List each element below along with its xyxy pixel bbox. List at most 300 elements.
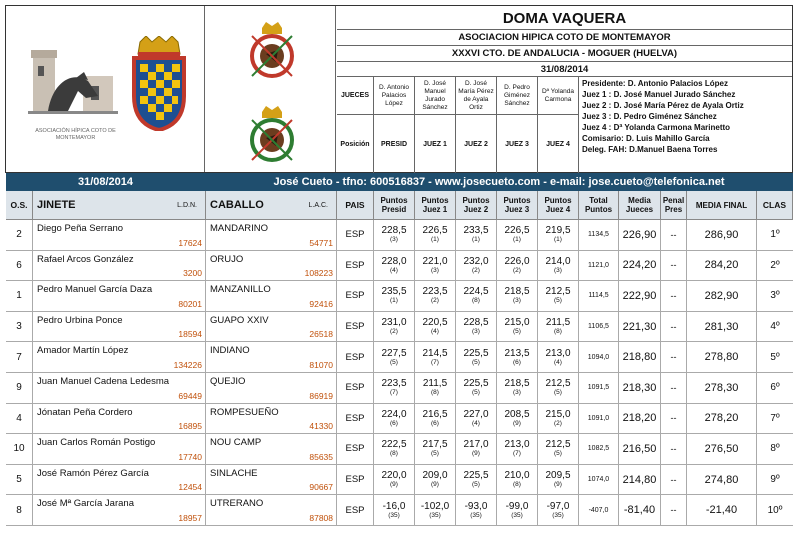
order-cell — [6, 312, 33, 342]
total-points: 1134,5 — [588, 231, 609, 239]
judge-name: D. Antonio Palacios López — [379, 83, 409, 107]
final-average: 278,30 — [704, 381, 739, 394]
judges-average: 218,80 — [622, 351, 657, 364]
column-header-final — [687, 191, 757, 220]
judge-score-cell — [415, 465, 456, 495]
start-order: 3 — [16, 321, 22, 333]
penal-cell — [661, 434, 687, 464]
judge-score: 209,5 — [545, 470, 571, 482]
judge-rank: (1) — [513, 236, 521, 244]
judge-score: -99,0 — [505, 500, 529, 512]
judge-rank: (9) — [390, 481, 398, 489]
horse-name: ORUJO — [210, 253, 244, 265]
judge-rank: (5) — [472, 481, 480, 489]
judge-score-cell — [374, 220, 415, 250]
penalty: -- — [670, 352, 677, 363]
official-line: Presidente: D. Antonio Palacios López — [582, 79, 728, 88]
judge-score: 213,0 — [545, 347, 571, 359]
horse-license: 90667 — [309, 482, 333, 493]
judge-position: JUEZ 2 — [456, 115, 497, 173]
judges-average: 221,30 — [622, 320, 657, 333]
final-cell — [687, 404, 757, 434]
horse-license: 41330 — [309, 421, 333, 432]
judge-score-cell — [456, 465, 497, 495]
judge-rank: (5) — [431, 450, 439, 458]
judge-score: 219,5 — [545, 225, 571, 237]
judge-rank: (5) — [472, 389, 480, 397]
judge-rank: (6) — [431, 419, 439, 427]
judge-rank: (7) — [431, 358, 439, 366]
judge-score-cell — [538, 220, 579, 250]
rider-name: Pedro Urbina Ponce — [37, 314, 123, 326]
rider-name: Amador Martín López — [37, 345, 129, 357]
classification: 6º — [770, 382, 780, 394]
final-cell — [687, 251, 757, 281]
final-average: 278,80 — [704, 351, 739, 364]
column-header-label: JINETE — [37, 198, 76, 211]
judge-score: 232,0 — [463, 255, 489, 267]
judge-score: 226,0 — [504, 255, 530, 267]
judge-rank: (3) — [431, 266, 439, 274]
officials-list — [579, 78, 791, 172]
total-cell — [579, 312, 619, 342]
country-cell — [337, 281, 374, 311]
judge-score-cell — [538, 404, 579, 434]
horse-cell — [206, 373, 337, 403]
column-header-sub: L.A.C. — [308, 201, 328, 209]
judge-rank: (6) — [513, 358, 521, 366]
judge-rank: (2) — [390, 328, 398, 336]
media-cell — [619, 251, 661, 281]
horse-name: QUEJIO — [210, 376, 246, 387]
judge-score-cell — [456, 342, 497, 372]
media-cell — [619, 342, 661, 372]
judge-name-cell — [497, 77, 538, 115]
rider-cell — [33, 312, 206, 342]
judge-score-cell — [456, 281, 497, 311]
start-order: 8 — [16, 504, 22, 516]
bar-date: 31/08/2014 — [77, 176, 134, 188]
horse-license: 81070 — [309, 359, 333, 370]
judge-rank: (4) — [431, 328, 439, 336]
country-cell — [337, 342, 374, 372]
clas-cell — [757, 373, 793, 403]
start-order: 7 — [16, 351, 22, 363]
event-date: 31/08/2014 — [337, 62, 792, 77]
table-row — [6, 220, 793, 251]
rider-license: 3200 — [183, 268, 202, 279]
rider-license: 16895 — [178, 421, 202, 432]
penalty: -- — [670, 413, 677, 424]
column-header-label: Total Puntos — [584, 196, 613, 214]
judge-rank: (6) — [390, 419, 398, 427]
classification: 5º — [770, 351, 780, 363]
final-cell — [687, 342, 757, 372]
media-cell — [619, 495, 661, 525]
total-points: 1091,0 — [587, 414, 610, 422]
judge-score-cell — [538, 281, 579, 311]
judge-score-cell — [456, 373, 497, 403]
start-order: 9 — [16, 382, 22, 394]
judge-score-cell — [374, 281, 415, 311]
judge-score: 222,5 — [381, 439, 407, 451]
column-header-caballo — [206, 191, 337, 220]
judge-score-cell — [415, 434, 456, 464]
judge-score: 223,5 — [422, 286, 448, 298]
country: ESP — [345, 443, 365, 455]
column-header-label: CABALLO — [210, 198, 264, 211]
rider-license: 17740 — [178, 451, 202, 462]
penalty: -- — [670, 229, 677, 240]
judge-score-cell — [374, 495, 415, 525]
judges-average: -81,40 — [623, 504, 656, 517]
rider-cell — [33, 281, 206, 311]
column-header-media — [619, 191, 661, 220]
judge-rank: (8) — [513, 481, 521, 489]
judge-score: 214,5 — [422, 347, 448, 359]
clas-cell — [757, 251, 793, 281]
country: ESP — [345, 474, 365, 486]
final-average: 276,50 — [704, 442, 739, 455]
judge-rank: (3) — [513, 297, 521, 305]
rider-name: Pedro Manuel García Daza — [37, 284, 153, 296]
column-header-label: O.S. — [10, 199, 28, 210]
judge-name: D. José María Pérez de Ayala Ortiz — [458, 79, 494, 111]
judge-rank: (2) — [431, 297, 439, 305]
judge-rank: (3) — [554, 266, 562, 274]
judge-rank: (5) — [390, 358, 398, 366]
judge-rank: (35) — [388, 511, 400, 519]
jueces-label: JUECES — [337, 77, 374, 115]
horse-license: 26518 — [309, 329, 333, 340]
column-header-p3 — [497, 191, 538, 220]
total-points: 1114,5 — [588, 292, 609, 300]
judge-score-cell — [415, 342, 456, 372]
judge-rank: (3) — [390, 236, 398, 244]
judge-score-cell — [374, 404, 415, 434]
judge-rank: (35) — [552, 511, 564, 519]
media-cell — [619, 465, 661, 495]
judge-position: JUEZ 1 — [415, 115, 456, 173]
judge-score: 220,5 — [422, 317, 448, 329]
judge-score-cell — [374, 251, 415, 281]
column-header-label: Puntos Juez 2 — [462, 196, 490, 214]
horse-name: MANZANILLO — [210, 284, 271, 296]
total-cell — [579, 465, 619, 495]
country-cell — [337, 434, 374, 464]
final-cell — [687, 281, 757, 311]
judge-rank: (4) — [390, 266, 398, 274]
judge-score: 211,5 — [545, 317, 571, 329]
final-average: 278,20 — [704, 412, 739, 425]
judge-score: 214,0 — [545, 255, 571, 267]
judge-score: 212,5 — [545, 378, 571, 390]
judge-rank: (3) — [513, 389, 521, 397]
column-header-penal — [661, 191, 687, 220]
judge-score: 227,5 — [381, 347, 407, 359]
judge-score-cell — [538, 373, 579, 403]
table-row — [6, 281, 793, 312]
judge-position: JUEZ 3 — [497, 115, 538, 173]
judge-score: 226,5 — [422, 225, 448, 237]
judge-score-cell — [374, 373, 415, 403]
judge-score-cell — [415, 251, 456, 281]
judge-score-cell — [497, 495, 538, 525]
start-order: 4 — [16, 412, 22, 424]
clas-cell — [757, 281, 793, 311]
judge-score-cell — [456, 251, 497, 281]
judge-score: 213,5 — [504, 347, 530, 359]
official-line: Juez 4 : Dª Yolanda Carmona Marinetto — [582, 123, 731, 132]
column-header-label: Puntos Juez 1 — [421, 196, 449, 214]
judge-score-cell — [415, 404, 456, 434]
judge-score: 213,0 — [504, 439, 530, 451]
judge-score: 218,5 — [504, 378, 530, 390]
rider-name: Diego Peña Serrano — [37, 223, 124, 234]
total-points: 1106,5 — [588, 323, 609, 331]
media-cell — [619, 404, 661, 434]
penal-cell — [661, 312, 687, 342]
order-cell — [6, 495, 33, 525]
judge-position: PRESID — [374, 115, 415, 173]
judge-rank: (2) — [513, 266, 521, 274]
total-points: 1091,5 — [587, 384, 610, 392]
classification: 1º — [770, 229, 780, 241]
judges-average: 224,20 — [622, 259, 657, 272]
judge-rank: (5) — [554, 297, 562, 305]
judge-score: 209,0 — [422, 470, 448, 482]
country-cell — [337, 373, 374, 403]
country: ESP — [345, 321, 365, 333]
judge-rank: (8) — [472, 297, 480, 305]
judge-rank: (1) — [472, 236, 480, 244]
column-header-label: Media Jueces — [625, 196, 654, 214]
judge-score-cell — [374, 342, 415, 372]
judges-average: 218,30 — [622, 381, 657, 394]
column-header-label: PAIS — [345, 199, 365, 210]
judge-score: 212,5 — [545, 286, 571, 298]
table-row — [6, 495, 793, 526]
start-order: 6 — [16, 259, 22, 271]
horse-license: 108223 — [304, 268, 333, 279]
column-header-p2 — [456, 191, 497, 220]
judge-score-cell — [497, 434, 538, 464]
judge-rank: (2) — [472, 266, 480, 274]
total-points: -407,0 — [588, 506, 609, 514]
clas-cell — [757, 434, 793, 464]
classification: 10º — [767, 504, 783, 516]
column-header-jinete — [33, 191, 206, 220]
judge-score: 226,5 — [504, 225, 530, 237]
official-line: Juez 1 : D. José Manuel Jurado Sánchez — [582, 90, 736, 99]
judge-score: 223,5 — [381, 378, 407, 390]
clas-cell — [757, 404, 793, 434]
penal-cell — [661, 220, 687, 250]
judge-rank: (35) — [429, 511, 441, 519]
judges-average: 222,90 — [622, 289, 657, 302]
column-header-label: CLAS — [762, 199, 787, 210]
horse-license: 86919 — [309, 390, 333, 401]
judges-average: 226,90 — [622, 228, 657, 241]
rider-name: Juan Carlos Román Postigo — [37, 437, 156, 449]
order-cell — [6, 281, 33, 311]
federation-seal-bottom-icon — [248, 104, 296, 164]
media-cell — [619, 220, 661, 250]
rider-name: Juan Manuel Cadena Ledesma — [37, 376, 170, 387]
penalty: -- — [670, 290, 677, 301]
column-header-clas — [757, 191, 793, 220]
judge-score-cell — [456, 312, 497, 342]
coat-of-arms-icon — [126, 36, 192, 131]
media-cell — [619, 434, 661, 464]
column-header-label: Puntos Juez 3 — [503, 196, 531, 214]
final-average: 274,80 — [704, 473, 739, 486]
rider-name: Rafael Arcos González — [37, 253, 134, 265]
penalty: -- — [670, 260, 677, 271]
judge-score: 225,5 — [463, 378, 489, 390]
judge-rank: (5) — [554, 389, 562, 397]
order-cell — [6, 373, 33, 403]
horse-license: 54771 — [309, 237, 333, 248]
classification: 2º — [770, 259, 780, 271]
rider-cell — [33, 251, 206, 281]
total-cell — [579, 404, 619, 434]
order-cell — [6, 404, 33, 434]
judge-rank: (9) — [472, 450, 480, 458]
rider-cell — [33, 495, 206, 525]
country: ESP — [345, 412, 365, 424]
judge-score-cell — [538, 495, 579, 525]
penal-cell — [661, 404, 687, 434]
judge-score-cell — [538, 251, 579, 281]
judge-score: 225,5 — [463, 470, 489, 482]
judge-score-cell — [374, 465, 415, 495]
official-line: Juez 3 : D. Pedro Giménez Sánchez — [582, 112, 717, 121]
start-order: 10 — [13, 443, 25, 455]
final-cell — [687, 434, 757, 464]
judge-score: 208,5 — [504, 408, 530, 420]
column-header-sub: L.D.N. — [177, 201, 197, 209]
horse-license: 87808 — [309, 512, 333, 523]
penal-cell — [661, 342, 687, 372]
rider-license: 18957 — [178, 512, 202, 523]
judge-score: 231,0 — [381, 317, 407, 329]
column-header-p4 — [538, 191, 579, 220]
table-row — [6, 342, 793, 373]
judges-average: 214,80 — [622, 473, 657, 486]
judge-rank: (7) — [390, 389, 398, 397]
penalty: -- — [670, 474, 677, 485]
horse-cell — [206, 404, 337, 434]
final-average: 281,30 — [704, 320, 739, 333]
judge-score-cell — [456, 495, 497, 525]
judge-score-cell — [497, 281, 538, 311]
horse-name: ROMPESUEÑO — [210, 406, 279, 418]
judge-score: 228,0 — [381, 255, 407, 267]
start-order: 1 — [16, 290, 22, 302]
judge-score: 218,5 — [504, 286, 530, 298]
judge-rank: (1) — [554, 236, 562, 244]
judge-score-cell — [497, 404, 538, 434]
official-line: Comisario: D. Luis Mahillo García — [582, 134, 710, 143]
judge-score-cell — [415, 281, 456, 311]
judge-score-cell — [456, 220, 497, 250]
penal-cell — [661, 373, 687, 403]
official-line: Juez 2 : D. José María Pérez de Ayala Ortiz — [582, 101, 744, 110]
judge-score: -93,0 — [464, 500, 488, 512]
judge-rank: (8) — [431, 389, 439, 397]
country-cell — [337, 251, 374, 281]
judge-score: 210,0 — [504, 470, 530, 482]
rider-name: José Ramón Pérez García — [37, 467, 149, 479]
judge-score: 228,5 — [463, 317, 489, 329]
judge-score: 220,0 — [381, 470, 407, 482]
column-header-pais — [337, 191, 374, 220]
clas-cell — [757, 220, 793, 250]
country-cell — [337, 312, 374, 342]
column-header-label: Penal Pres — [662, 196, 685, 214]
final-cell — [687, 312, 757, 342]
order-cell — [6, 251, 33, 281]
column-header-label: Puntos Presid — [380, 196, 408, 214]
country: ESP — [345, 382, 365, 394]
rider-name: Jónatan Peña Cordero — [37, 406, 133, 418]
total-cell — [579, 434, 619, 464]
judge-score: -102,0 — [420, 500, 450, 512]
country-cell — [337, 495, 374, 525]
country-cell — [337, 404, 374, 434]
rider-cell — [33, 404, 206, 434]
final-cell — [687, 465, 757, 495]
judge-rank: (5) — [513, 328, 521, 336]
association-name: ASOCIACION HIPICA COTO DE MONTEMAYOR — [337, 30, 792, 46]
total-cell — [579, 251, 619, 281]
judge-score: 215,0 — [545, 408, 571, 420]
penal-cell — [661, 495, 687, 525]
column-header-p1 — [415, 191, 456, 220]
start-order: 2 — [16, 229, 22, 241]
penal-cell — [661, 251, 687, 281]
total-points: 1074,0 — [587, 476, 610, 484]
judge-name: Dª Yolanda Carmona — [541, 87, 575, 103]
country-cell — [337, 220, 374, 250]
horse-cell — [206, 465, 337, 495]
judge-name-cell — [538, 77, 579, 115]
rider-cell — [33, 342, 206, 372]
penalty: -- — [670, 505, 677, 516]
order-cell — [6, 342, 33, 372]
horse-name: NOU CAMP — [210, 437, 262, 449]
table-row — [6, 465, 793, 496]
seal-area — [205, 6, 336, 172]
judge-score-cell — [497, 220, 538, 250]
judge-score-cell — [374, 312, 415, 342]
rider-license: 80201 — [178, 298, 202, 309]
judge-score-cell — [415, 220, 456, 250]
judge-score-cell — [538, 312, 579, 342]
judge-rank: (2) — [554, 419, 562, 427]
judge-score-cell — [456, 434, 497, 464]
rider-license: 18594 — [178, 329, 202, 340]
horse-cell — [206, 220, 337, 250]
horse-cell — [206, 342, 337, 372]
castle-horse-logo — [28, 36, 118, 131]
judge-score: 215,0 — [504, 317, 530, 329]
start-order: 5 — [16, 474, 22, 486]
order-cell — [6, 465, 33, 495]
judge-rank: (9) — [431, 481, 439, 489]
country: ESP — [345, 504, 365, 516]
